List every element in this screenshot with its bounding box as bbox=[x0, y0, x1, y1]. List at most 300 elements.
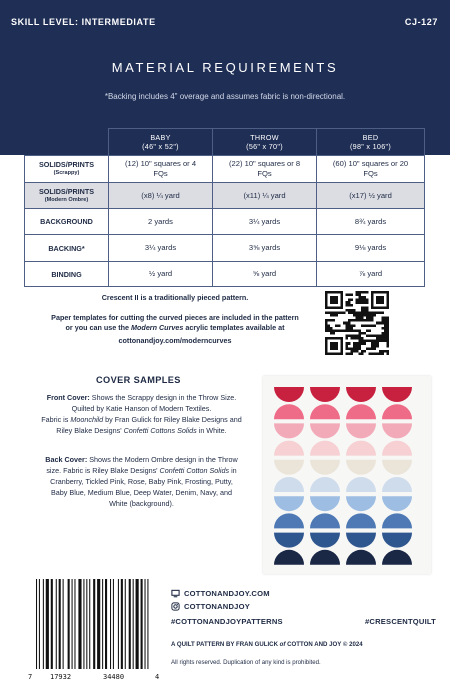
qr-module bbox=[361, 340, 364, 343]
qr-module bbox=[361, 314, 364, 317]
qr-module bbox=[386, 317, 389, 320]
table-cell: 3¼ yards bbox=[213, 209, 317, 235]
qr-module bbox=[345, 327, 348, 330]
qr-module bbox=[335, 324, 338, 327]
row-label: BINDING bbox=[25, 262, 109, 287]
qr-module bbox=[335, 311, 338, 314]
barcode-bar bbox=[147, 579, 148, 669]
qr-module bbox=[376, 352, 379, 355]
barcode-digit-group: 17932 bbox=[50, 673, 72, 681]
qr-module bbox=[369, 314, 372, 317]
qr-module bbox=[351, 304, 354, 307]
quilt-crescent bbox=[382, 404, 412, 419]
qr-module bbox=[348, 301, 351, 304]
qr-module bbox=[366, 335, 369, 338]
qr-module bbox=[356, 317, 359, 320]
qr-module bbox=[363, 299, 366, 302]
qr-module bbox=[376, 335, 379, 338]
quilt-crescent bbox=[346, 550, 376, 565]
qr-module bbox=[366, 311, 369, 314]
qr-module bbox=[379, 337, 382, 340]
barcode-bar bbox=[36, 579, 37, 669]
qr-module bbox=[361, 301, 364, 304]
quilt-crescent bbox=[310, 533, 340, 548]
qr-module bbox=[374, 340, 377, 343]
quilt-crescent bbox=[346, 513, 376, 528]
qr-module bbox=[348, 304, 351, 307]
qr-module bbox=[358, 332, 361, 335]
qr-module bbox=[348, 352, 351, 355]
table-cell: ⅝ yard bbox=[213, 262, 317, 287]
qr-module bbox=[366, 324, 369, 327]
qr-module bbox=[356, 350, 359, 353]
qr-module bbox=[366, 309, 369, 312]
quilt-crescent bbox=[310, 404, 340, 419]
qr-module bbox=[345, 294, 348, 297]
table-row bbox=[25, 209, 425, 235]
barcode-bar bbox=[59, 579, 61, 669]
qr-module bbox=[345, 324, 348, 327]
qr-module bbox=[348, 319, 351, 322]
qr-module bbox=[376, 340, 379, 343]
qr-module bbox=[371, 347, 374, 350]
quilt-crescent bbox=[310, 550, 340, 565]
qr-module bbox=[371, 319, 374, 322]
instagram-handle[interactable]: COTTONANDJOY bbox=[184, 602, 250, 611]
barcode-digit-group: 4 bbox=[155, 673, 160, 681]
front-cover-description: Front Cover: Shows the Scrappy design in the Throw Size. Quilted by Katie Hanson of Modern Textiles. Fabric is Moonchild by Fran Gulick for Riley Blake Designs and Riley Blake Designs' Confetti Cottons Solids in White. bbox=[41, 393, 242, 435]
qr-module bbox=[384, 324, 387, 327]
quilt-crescent bbox=[310, 460, 340, 475]
qr-module bbox=[361, 296, 364, 299]
qr-module bbox=[386, 324, 389, 327]
hashtag-patterns: #COTTONANDJOYPATTERNS bbox=[171, 617, 283, 626]
quilt-illustration bbox=[263, 376, 431, 574]
qr-module bbox=[335, 314, 338, 317]
qr-module bbox=[379, 340, 382, 343]
qr-module bbox=[363, 340, 366, 343]
barcode-bar bbox=[141, 579, 143, 669]
qr-module bbox=[374, 335, 377, 338]
pattern-code: CJ-127 bbox=[404, 17, 438, 27]
qr-module bbox=[358, 345, 361, 348]
qr-module bbox=[384, 332, 387, 335]
qr-module bbox=[348, 324, 351, 327]
qr-module bbox=[369, 347, 372, 350]
qr-module bbox=[348, 342, 351, 345]
quilt-crescent bbox=[274, 533, 304, 548]
barcode-bar bbox=[74, 579, 75, 669]
qr-module bbox=[379, 311, 382, 314]
table-row bbox=[25, 156, 425, 183]
barcode-digit-group: 7 bbox=[28, 673, 33, 681]
qr-module bbox=[348, 309, 351, 312]
qr-module bbox=[361, 350, 364, 353]
qr-module bbox=[363, 350, 366, 353]
qr-module bbox=[351, 309, 354, 312]
qr-module bbox=[345, 335, 348, 338]
qr-module bbox=[386, 342, 389, 345]
qr-module bbox=[348, 335, 351, 338]
quilt-crescent bbox=[274, 404, 304, 419]
qr-module bbox=[381, 322, 384, 325]
barcode-bar bbox=[102, 579, 103, 669]
template-link[interactable]: cottonandjoy.com/moderncurves bbox=[118, 336, 232, 345]
qr-module bbox=[381, 319, 384, 322]
quilt-crescent bbox=[310, 496, 340, 511]
qr-module bbox=[353, 329, 356, 332]
qr-module bbox=[381, 327, 384, 330]
qr-module bbox=[358, 299, 361, 302]
quilt-crescent bbox=[310, 387, 340, 402]
qr-module bbox=[348, 299, 351, 302]
qr-module bbox=[361, 291, 364, 294]
qr-module bbox=[353, 335, 356, 338]
qr-module bbox=[356, 342, 359, 345]
barcode-bar bbox=[97, 579, 100, 669]
qr-module bbox=[330, 314, 333, 317]
qr-module bbox=[330, 311, 333, 314]
quilt-crescent bbox=[274, 513, 304, 528]
qr-module bbox=[361, 311, 364, 314]
qr-module bbox=[376, 337, 379, 340]
qr-module bbox=[333, 311, 336, 314]
qr-module bbox=[374, 324, 377, 327]
qr-module bbox=[358, 319, 361, 322]
qr-module bbox=[325, 324, 328, 327]
pattern-credit: A QUILT PATTERN BY FRAN GULICK of COTTON AND JOY © 2024 bbox=[171, 641, 363, 648]
quilt-crescent bbox=[346, 423, 376, 438]
qr-module bbox=[376, 296, 384, 304]
qr-module bbox=[369, 352, 372, 355]
qr-module bbox=[356, 301, 359, 304]
qr-module bbox=[376, 342, 379, 345]
backing-note: *Backing includes 4" overage and assumes fabric is non-directional. bbox=[104, 92, 346, 101]
qr-module bbox=[351, 335, 354, 338]
qr-module bbox=[369, 340, 372, 343]
qr-module bbox=[335, 329, 338, 332]
qr-module bbox=[353, 350, 356, 353]
qr-module bbox=[366, 319, 369, 322]
qr-module bbox=[345, 304, 348, 307]
qr-module bbox=[371, 335, 374, 338]
qr-module bbox=[384, 340, 387, 343]
barcode-bar bbox=[118, 579, 119, 669]
skill-level: SKILL LEVEL: INTERMEDIATE bbox=[11, 17, 156, 27]
qr-module bbox=[371, 317, 374, 320]
qr-module bbox=[366, 347, 369, 350]
qr-module bbox=[356, 345, 359, 348]
quilt-crescent bbox=[346, 460, 376, 475]
qr-module bbox=[363, 332, 366, 335]
qr-module bbox=[348, 311, 351, 314]
quilt-crescent bbox=[274, 477, 304, 492]
quilt-crescent bbox=[346, 387, 376, 402]
qr-module bbox=[353, 319, 356, 322]
quilt-crescent bbox=[310, 477, 340, 492]
qr-module bbox=[356, 337, 359, 340]
qr-module bbox=[351, 327, 354, 330]
qr-module bbox=[374, 352, 377, 355]
qr-module bbox=[348, 329, 351, 332]
row-label: BACKGROUND bbox=[25, 209, 109, 235]
qr-module bbox=[330, 342, 338, 350]
qr-module bbox=[384, 329, 387, 332]
qr-module bbox=[361, 342, 364, 345]
qr-module bbox=[348, 327, 351, 330]
qr-module bbox=[345, 301, 348, 304]
qr-module bbox=[361, 352, 364, 355]
barcode-bar bbox=[83, 579, 84, 669]
barcode bbox=[34, 579, 152, 675]
qr-module bbox=[371, 314, 374, 317]
table-cell: ½ yard bbox=[109, 262, 213, 287]
qr-module bbox=[343, 329, 346, 332]
qr-module bbox=[353, 309, 356, 312]
table-header-row bbox=[25, 129, 425, 156]
quilt-crescent bbox=[382, 441, 412, 456]
qr-module bbox=[333, 319, 336, 322]
qr-module bbox=[369, 317, 372, 320]
barcode-bar bbox=[145, 579, 146, 669]
qr-module bbox=[369, 329, 372, 332]
requirements-table bbox=[24, 128, 425, 287]
qr-module bbox=[333, 329, 336, 332]
qr-module bbox=[379, 350, 382, 353]
qr-module bbox=[369, 319, 372, 322]
rights-notice: All rights reserved. Duplication of any kind is prohibited. bbox=[171, 659, 321, 666]
barcode-bar bbox=[125, 579, 126, 669]
qr-module bbox=[361, 299, 364, 302]
qr-module bbox=[363, 306, 366, 309]
table-cell: (x17) ½ yard bbox=[317, 183, 425, 209]
qr-module bbox=[343, 311, 346, 314]
barcode-bar bbox=[39, 579, 40, 669]
barcode-bar bbox=[129, 579, 131, 669]
qr-module bbox=[325, 329, 328, 332]
table-cell: 3¼ yards bbox=[109, 235, 213, 262]
barcode-digit-group: 34480 bbox=[103, 673, 125, 681]
quilt-crescent bbox=[382, 533, 412, 548]
quilt-crescent bbox=[274, 460, 304, 475]
qr-module bbox=[361, 317, 364, 320]
barcode-bar bbox=[105, 579, 107, 669]
qr-module bbox=[371, 345, 374, 348]
table-cell: (12) 10" squares or 4 FQs bbox=[109, 156, 213, 183]
table-cell: 3⅝ yards bbox=[213, 235, 317, 262]
qr-module bbox=[361, 309, 364, 312]
qr-module bbox=[363, 309, 366, 312]
qr-module bbox=[358, 311, 361, 314]
table-cell: 8¾ yards bbox=[317, 209, 425, 235]
qr-module bbox=[345, 322, 348, 325]
barcode-bar bbox=[121, 579, 123, 669]
quilt-crescent bbox=[382, 496, 412, 511]
qr-module bbox=[379, 335, 382, 338]
table-row bbox=[25, 235, 425, 262]
qr-module bbox=[363, 319, 366, 322]
qr-module bbox=[386, 337, 389, 340]
quilt-crescent bbox=[382, 387, 412, 402]
quilt-crescent bbox=[382, 460, 412, 475]
qr-module bbox=[363, 296, 366, 299]
qr-module bbox=[356, 314, 359, 317]
qr-module bbox=[369, 324, 372, 327]
qr-code[interactable] bbox=[325, 291, 389, 355]
qr-module bbox=[351, 319, 354, 322]
website-link[interactable]: COTTONANDJOY.COM bbox=[184, 589, 270, 598]
qr-module bbox=[348, 347, 351, 350]
qr-module bbox=[386, 340, 389, 343]
cover-samples-title: COVER SAMPLES bbox=[96, 375, 181, 385]
qr-module bbox=[345, 329, 348, 332]
qr-module bbox=[381, 311, 384, 314]
qr-module bbox=[348, 322, 351, 325]
qr-module bbox=[358, 294, 361, 297]
qr-module bbox=[381, 317, 384, 320]
table-cell: (22) 10" squares or 8 FQs bbox=[213, 156, 317, 183]
barcode-bar bbox=[43, 579, 44, 669]
column-header-bed: BED (98" x 106") bbox=[317, 129, 425, 156]
qr-module bbox=[330, 329, 333, 332]
qr-module bbox=[333, 314, 336, 317]
qr-module bbox=[384, 335, 387, 338]
qr-module bbox=[366, 291, 369, 294]
quilt-crescent bbox=[310, 441, 340, 456]
template-note-line2: or you can use the Modern Curves acrylic templates available at bbox=[65, 323, 285, 332]
qr-module bbox=[328, 311, 331, 314]
qr-module bbox=[376, 311, 379, 314]
qr-module bbox=[381, 352, 384, 355]
qr-module bbox=[356, 319, 359, 322]
quilt-crescent bbox=[382, 550, 412, 565]
table-cell: 2 yards bbox=[109, 209, 213, 235]
computer-icon bbox=[171, 589, 180, 598]
barcode-bar bbox=[78, 579, 81, 669]
qr-module bbox=[358, 335, 361, 338]
qr-module bbox=[358, 340, 361, 343]
qr-module bbox=[371, 311, 374, 314]
qr-module bbox=[363, 342, 366, 345]
qr-module bbox=[351, 347, 354, 350]
quilt-crescent bbox=[346, 496, 376, 511]
qr-module bbox=[386, 350, 389, 353]
qr-module bbox=[366, 306, 369, 309]
qr-module bbox=[351, 299, 354, 302]
qr-module bbox=[340, 329, 343, 332]
column-header-throw: THROW (56" x 70") bbox=[213, 129, 317, 156]
qr-module bbox=[361, 337, 364, 340]
qr-module bbox=[371, 352, 374, 355]
qr-module bbox=[351, 352, 354, 355]
qr-module bbox=[325, 311, 328, 314]
qr-module bbox=[358, 291, 361, 294]
qr-module bbox=[386, 335, 389, 338]
page-title: MATERIAL REQUIREMENTS bbox=[111, 60, 339, 75]
qr-module bbox=[361, 319, 364, 322]
quilt-crescent bbox=[382, 477, 412, 492]
barcode-bar bbox=[93, 579, 95, 669]
qr-module bbox=[374, 342, 377, 345]
qr-module bbox=[358, 301, 361, 304]
qr-module bbox=[356, 311, 359, 314]
qr-module bbox=[353, 314, 356, 317]
qr-module bbox=[325, 322, 328, 325]
qr-module bbox=[363, 301, 366, 304]
qr-module bbox=[363, 324, 366, 327]
quilt-crescent bbox=[382, 423, 412, 438]
row-label: SOLIDS/PRINTS (Scrappy) bbox=[25, 156, 109, 183]
qr-module bbox=[353, 324, 356, 327]
qr-module bbox=[384, 317, 387, 320]
qr-module bbox=[363, 291, 366, 294]
qr-module bbox=[356, 299, 359, 302]
qr-module bbox=[330, 319, 333, 322]
quilt-crescent bbox=[382, 513, 412, 528]
barcode-bar bbox=[46, 579, 49, 669]
table-cell: (x8) ¼ yard bbox=[109, 183, 213, 209]
row-label: SOLIDS/PRINTS (Modern Ombre) bbox=[25, 183, 109, 209]
qr-module bbox=[358, 352, 361, 355]
barcode-bar bbox=[113, 579, 114, 669]
qr-module bbox=[345, 309, 348, 312]
qr-module bbox=[353, 311, 356, 314]
qr-module bbox=[351, 311, 354, 314]
barcode-bar bbox=[86, 579, 87, 669]
qr-module bbox=[374, 347, 377, 350]
qr-module bbox=[384, 319, 387, 322]
quilt-crescent bbox=[274, 496, 304, 511]
qr-module bbox=[358, 314, 361, 317]
instagram-icon bbox=[171, 602, 180, 611]
qr-module bbox=[371, 340, 374, 343]
qr-module bbox=[353, 347, 356, 350]
qr-module bbox=[379, 352, 382, 355]
qr-module bbox=[330, 332, 333, 335]
quilt-image bbox=[263, 376, 431, 574]
barcode-bar bbox=[89, 579, 90, 669]
barcode-bar bbox=[51, 579, 53, 669]
column-header-baby: BABY (46" x 52") bbox=[109, 129, 213, 156]
quilt-crescent bbox=[346, 477, 376, 492]
qr-module bbox=[345, 347, 348, 350]
qr-module bbox=[356, 329, 359, 332]
qr-module bbox=[361, 306, 364, 309]
qr-module bbox=[351, 329, 354, 332]
qr-module bbox=[345, 337, 348, 340]
qr-module bbox=[330, 327, 333, 330]
qr-module bbox=[361, 324, 364, 327]
qr-module bbox=[358, 296, 361, 299]
qr-module bbox=[384, 322, 387, 325]
qr-module bbox=[328, 327, 331, 330]
qr-module bbox=[369, 335, 372, 338]
quilt-crescent bbox=[274, 387, 304, 402]
barcode-bar bbox=[63, 579, 64, 669]
qr-module bbox=[376, 322, 379, 325]
quilt-crescent bbox=[274, 423, 304, 438]
qr-module bbox=[340, 311, 343, 314]
qr-module bbox=[345, 345, 348, 348]
qr-module bbox=[351, 294, 354, 297]
quilt-crescent bbox=[310, 423, 340, 438]
qr-module bbox=[361, 332, 364, 335]
table-cell: 9⅛ yards bbox=[317, 235, 425, 262]
barcode-bar bbox=[56, 579, 57, 669]
qr-module bbox=[328, 319, 331, 322]
qr-module bbox=[351, 350, 354, 353]
qr-module bbox=[325, 319, 328, 322]
